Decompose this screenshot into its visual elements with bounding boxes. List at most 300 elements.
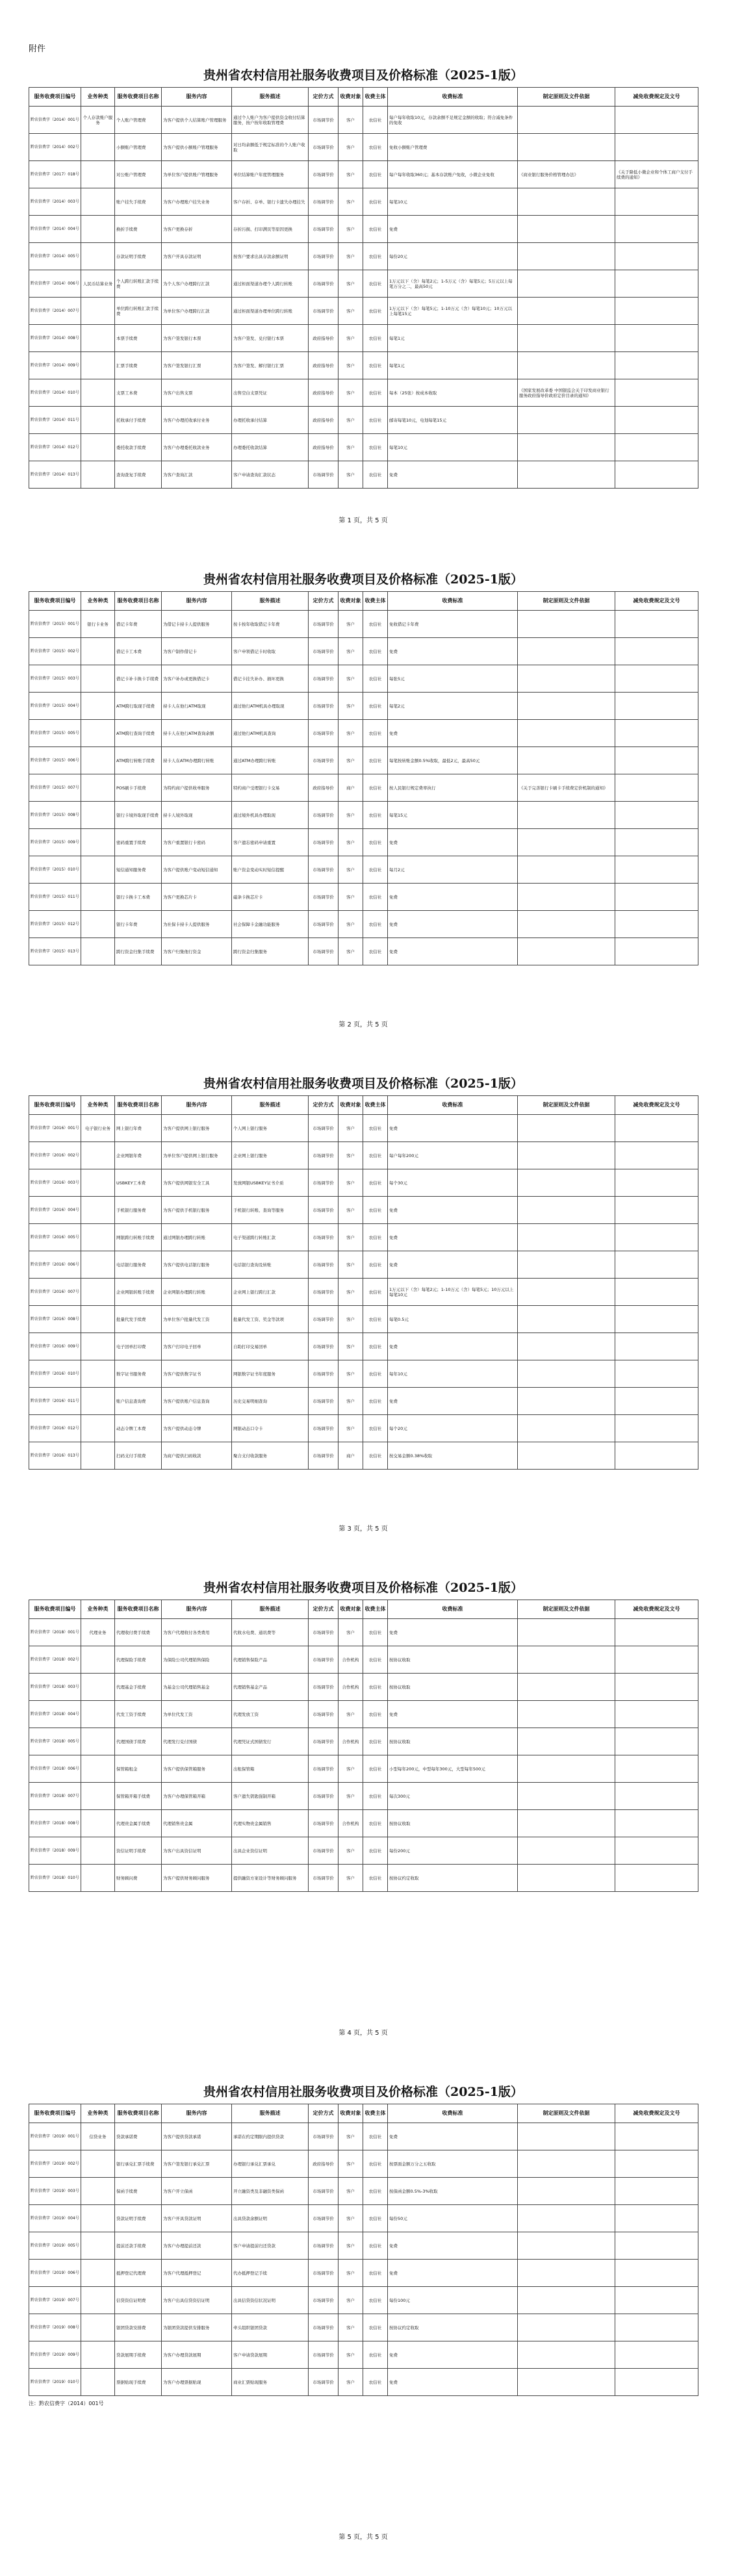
cell-desc: 磁条卡换芯片卡 bbox=[232, 884, 309, 911]
cell-desc: 通过个人账户为客户提供资金收付结算服务，按户按年收取管理费 bbox=[232, 107, 309, 134]
cell-content: 为客户出售支票 bbox=[162, 379, 232, 407]
cell-standard: 按人民银行规定费率执行 bbox=[388, 774, 518, 802]
cell-name: 密码重置手续费 bbox=[115, 829, 162, 856]
cell-code: 黔农信费字（2016）012号 bbox=[29, 1415, 81, 1442]
cell-pricing: 市场调节价 bbox=[309, 1783, 339, 1810]
cell-subject: 农信社 bbox=[363, 2178, 388, 2205]
cell-relief bbox=[615, 1810, 698, 1837]
cell-basis bbox=[518, 188, 615, 216]
column-header: 收费主体 bbox=[363, 2104, 388, 2123]
cell-name: 代理收付费手续费 bbox=[115, 1619, 162, 1646]
cell-relief bbox=[615, 829, 698, 856]
cell-name: POS刷卡手续费 bbox=[115, 774, 162, 802]
cell-basis bbox=[518, 638, 615, 665]
cell-subject: 农信社 bbox=[363, 1142, 388, 1169]
cell-relief bbox=[615, 1388, 698, 1415]
cell-relief bbox=[615, 1783, 698, 1810]
column-header: 减免收费规定及文号 bbox=[615, 1600, 698, 1619]
cell-standard: 每个20元 bbox=[388, 1415, 518, 1442]
cell-name: ATM跨行转账手续费 bbox=[115, 747, 162, 774]
cell-pricing: 市场调节价 bbox=[309, 216, 339, 243]
cell-pricing: 市场调节价 bbox=[309, 2369, 339, 2396]
cell-standard: 1万元以下（含）每笔2元；1-10万元（含）每笔5元；10万元以上每笔10元 bbox=[388, 1279, 518, 1306]
column-header: 服务收费项目编号 bbox=[29, 1096, 81, 1115]
cell-desc: 特约商户受理银行卡交易 bbox=[232, 774, 309, 802]
cell-subject: 农信社 bbox=[363, 693, 388, 720]
table-row bbox=[29, 1701, 698, 1728]
cell-basis bbox=[518, 1333, 615, 1360]
cell-content: 为客户办理保管箱开箱 bbox=[162, 1783, 232, 1810]
cell-subject: 农信社 bbox=[363, 638, 388, 665]
table-row bbox=[29, 298, 698, 325]
table-row bbox=[29, 938, 698, 965]
cell-pricing: 市场调节价 bbox=[309, 1865, 339, 1892]
cell-desc: 出售空白支票凭证 bbox=[232, 379, 309, 407]
cell-subject: 农信社 bbox=[363, 774, 388, 802]
cell-pricing: 市场调节价 bbox=[309, 829, 339, 856]
cell-content: 为客户开立保函 bbox=[162, 2178, 232, 2205]
cell-content: 为客户签发银行汇票 bbox=[162, 352, 232, 379]
cell-basis bbox=[518, 270, 615, 298]
table-row bbox=[29, 2150, 698, 2178]
cell-object: 客户 bbox=[339, 665, 363, 693]
cell-standard: 每笔2元 bbox=[388, 693, 518, 720]
cell-name: 动态令牌工本费 bbox=[115, 1415, 162, 1442]
table-row bbox=[29, 161, 698, 188]
cell-relief bbox=[615, 2178, 698, 2205]
cell-code: 黔农信费字（2018）005号 bbox=[29, 1728, 81, 1755]
cell-name: 单位跨行转账汇款手续费 bbox=[115, 298, 162, 325]
cell-object: 客户 bbox=[339, 1865, 363, 1892]
cell-code: 黔农信费字（2019）001号 bbox=[29, 2123, 81, 2150]
cell-cat: 银行卡业务 bbox=[81, 611, 115, 638]
cell-relief bbox=[615, 884, 698, 911]
cell-relief bbox=[615, 107, 698, 134]
cell-subject: 农信社 bbox=[363, 884, 388, 911]
cell-name: 贷款承诺费 bbox=[115, 2123, 162, 2150]
cell-content: 代理发行兑付国债 bbox=[162, 1728, 232, 1755]
cell-name: 贷款展期手续费 bbox=[115, 2341, 162, 2369]
column-header: 定价方式 bbox=[309, 1600, 339, 1619]
table-row bbox=[29, 407, 698, 434]
cell-content: 为客户签发银行本票 bbox=[162, 325, 232, 352]
cell-object: 客户 bbox=[339, 1837, 363, 1865]
cell-name: 扫码支付手续费 bbox=[115, 1442, 162, 1470]
cell-desc: 代收水电费、通讯费等 bbox=[232, 1619, 309, 1646]
cell-code: 黔农信费字（2018）003号 bbox=[29, 1674, 81, 1701]
cell-name: 电话银行服务费 bbox=[115, 1251, 162, 1279]
column-header: 定价方式 bbox=[309, 2104, 339, 2123]
cell-relief bbox=[615, 638, 698, 665]
cell-basis bbox=[518, 1674, 615, 1701]
cell-cat bbox=[81, 1701, 115, 1728]
table-row bbox=[29, 2205, 698, 2232]
cell-content: 为客户办理托收承付业务 bbox=[162, 407, 232, 434]
column-header: 减免收费规定及文号 bbox=[615, 88, 698, 107]
cell-name: 票据贴现手续费 bbox=[115, 2369, 162, 2396]
cell-pricing: 市场调节价 bbox=[309, 1306, 339, 1333]
cell-code: 黔农信费字（2016）002号 bbox=[29, 1142, 81, 1169]
cell-relief bbox=[615, 298, 698, 325]
table-row bbox=[29, 243, 698, 270]
cell-object: 客户 bbox=[339, 2232, 363, 2260]
cell-code: 黔农信费字（2014）013号 bbox=[29, 461, 81, 489]
cell-desc: 代理销售保险产品 bbox=[232, 1646, 309, 1674]
cell-content: 为客户提供保管箱服务 bbox=[162, 1755, 232, 1783]
cell-cat bbox=[81, 1442, 115, 1470]
cell-content: 为个人客户办理跨行汇款 bbox=[162, 270, 232, 298]
cell-code: 黔农信费字（2016）008号 bbox=[29, 1306, 81, 1333]
table-row bbox=[29, 2287, 698, 2314]
cell-object: 客户 bbox=[339, 2341, 363, 2369]
cell-pricing: 市场调节价 bbox=[309, 298, 339, 325]
cell-code: 黔农信费字（2015）011号 bbox=[29, 884, 81, 911]
column-header: 制定原则及文件依据 bbox=[518, 88, 615, 107]
cell-basis bbox=[518, 1115, 615, 1142]
cell-relief bbox=[615, 1619, 698, 1646]
cell-content: 为客户提供贷款承诺 bbox=[162, 2123, 232, 2150]
cell-object: 客户 bbox=[339, 107, 363, 134]
cell-subject: 农信社 bbox=[363, 665, 388, 693]
page-4 bbox=[29, 1580, 698, 2035]
cell-object: 客户 bbox=[339, 325, 363, 352]
cell-pricing: 市场调节价 bbox=[309, 1810, 339, 1837]
table-row bbox=[29, 829, 698, 856]
column-header: 收费对象 bbox=[339, 2104, 363, 2123]
cell-content: 为客户提供个人结算账户管理服务 bbox=[162, 107, 232, 134]
cell-pricing: 市场调节价 bbox=[309, 693, 339, 720]
cell-content: 为保险公司代理销售保险 bbox=[162, 1646, 232, 1674]
cell-standard: 每张5元 bbox=[388, 665, 518, 693]
cell-desc: 出具贷款余额证明 bbox=[232, 2205, 309, 2232]
cell-name: 企业网银转账手续费 bbox=[115, 1279, 162, 1306]
cell-name: 财务顾问费 bbox=[115, 1865, 162, 1892]
cell-name: 存款证明手续费 bbox=[115, 243, 162, 270]
column-header: 减免收费规定及文号 bbox=[615, 592, 698, 611]
cell-content: 为客户提供财务顾问服务 bbox=[162, 1865, 232, 1892]
cell-subject: 农信社 bbox=[363, 938, 388, 965]
cell-name: 托收承付手续费 bbox=[115, 407, 162, 434]
cell-content: 为银团贷款提供安排服务 bbox=[162, 2314, 232, 2341]
cell-subject: 农信社 bbox=[363, 434, 388, 461]
cell-cat bbox=[81, 1415, 115, 1442]
column-header: 服务收费项目名称 bbox=[115, 592, 162, 611]
cell-desc: 电话银行查询及转账 bbox=[232, 1251, 309, 1279]
cell-standard: 免费 bbox=[388, 461, 518, 489]
cell-code: 黔农信费字（2015）012号 bbox=[29, 911, 81, 938]
cell-name: 借记卡工本费 bbox=[115, 638, 162, 665]
cell-standard: 每笔10元 bbox=[388, 188, 518, 216]
cell-desc: 牵头组织银团贷款 bbox=[232, 2314, 309, 2341]
cell-content: 为客户提供网银安全工具 bbox=[162, 1169, 232, 1197]
cell-name: 小额账户管理费 bbox=[115, 134, 162, 161]
column-header: 收费标准 bbox=[388, 1600, 518, 1619]
cell-name: 代理保险手续费 bbox=[115, 1646, 162, 1674]
cell-content: 为单位客户批量代发工资 bbox=[162, 1306, 232, 1333]
table-row bbox=[29, 1646, 698, 1674]
cell-object: 商户 bbox=[339, 1442, 363, 1470]
cell-standard: 每本（25张）按成本收取 bbox=[388, 379, 518, 407]
cell-basis bbox=[518, 1442, 615, 1470]
cell-name: 批量代发手续费 bbox=[115, 1306, 162, 1333]
cell-content: 为客户更换存折 bbox=[162, 216, 232, 243]
cell-standard: 免费 bbox=[388, 911, 518, 938]
cell-cat bbox=[81, 1360, 115, 1388]
column-header: 业务种类 bbox=[81, 1096, 115, 1115]
table-row bbox=[29, 1415, 698, 1442]
cell-cat bbox=[81, 2178, 115, 2205]
cell-cat bbox=[81, 188, 115, 216]
cell-relief bbox=[615, 693, 698, 720]
cell-relief bbox=[615, 461, 698, 489]
cell-object: 客户 bbox=[339, 1224, 363, 1251]
cell-object: 客户 bbox=[339, 2205, 363, 2232]
table-row bbox=[29, 1674, 698, 1701]
cell-name: 账户挂失手续费 bbox=[115, 188, 162, 216]
cell-content: 为客户办理账户挂失业务 bbox=[162, 188, 232, 216]
cell-name: 手机银行服务费 bbox=[115, 1197, 162, 1224]
cell-pricing: 市场调节价 bbox=[309, 911, 339, 938]
cell-relief bbox=[615, 2287, 698, 2314]
cell-standard: 每份50元 bbox=[388, 2205, 518, 2232]
cell-desc: 代办抵押登记手续 bbox=[232, 2260, 309, 2287]
cell-standard: 按保函金额0.5%-3%收取 bbox=[388, 2178, 518, 2205]
table-row bbox=[29, 1224, 698, 1251]
cell-standard: 免收小额账户管理费 bbox=[388, 134, 518, 161]
cell-subject: 农信社 bbox=[363, 379, 388, 407]
cell-object: 客户 bbox=[339, 1306, 363, 1333]
cell-pricing: 市场调节价 bbox=[309, 1360, 339, 1388]
cell-object: 客户 bbox=[339, 2369, 363, 2396]
cell-desc: 通过他行ATM机具查询 bbox=[232, 720, 309, 747]
cell-cat bbox=[81, 2314, 115, 2341]
cell-pricing: 市场调节价 bbox=[309, 1197, 339, 1224]
cell-desc: 代理发放工资 bbox=[232, 1701, 309, 1728]
cell-cat bbox=[81, 461, 115, 489]
cell-code: 黔农信费字（2014）009号 bbox=[29, 352, 81, 379]
cell-pricing: 市场调节价 bbox=[309, 2232, 339, 2260]
column-header: 服务内容 bbox=[162, 592, 232, 611]
column-header: 服务描述 bbox=[232, 1600, 309, 1619]
cell-pricing: 政府指导价 bbox=[309, 379, 339, 407]
column-header: 服务收费项目编号 bbox=[29, 88, 81, 107]
cell-object: 客户 bbox=[339, 1755, 363, 1783]
cell-cat bbox=[81, 134, 115, 161]
table-row bbox=[29, 1142, 698, 1169]
table-row bbox=[29, 2369, 698, 2396]
cell-desc: 单位结算账户年度管理服务 bbox=[232, 161, 309, 188]
cell-standard: 按票面金额万分之五收取 bbox=[388, 2150, 518, 2178]
table-row bbox=[29, 1197, 698, 1224]
cell-content: 持卡人在他行ATM取现 bbox=[162, 693, 232, 720]
cell-basis bbox=[518, 1810, 615, 1837]
cell-relief bbox=[615, 188, 698, 216]
column-header: 业务种类 bbox=[81, 1600, 115, 1619]
cell-cat bbox=[81, 638, 115, 665]
cell-standard: 免费 bbox=[388, 2260, 518, 2287]
page-footer: 第 3 页，共 5 页 bbox=[339, 1525, 388, 1533]
cell-subject: 农信社 bbox=[363, 802, 388, 829]
cell-object: 客户 bbox=[339, 1251, 363, 1279]
cell-pricing: 市场调节价 bbox=[309, 1388, 339, 1415]
cell-subject: 农信社 bbox=[363, 2205, 388, 2232]
cell-cat: 电子银行业务 bbox=[81, 1115, 115, 1142]
cell-cat bbox=[81, 1306, 115, 1333]
cell-subject: 农信社 bbox=[363, 1169, 388, 1197]
cell-cat bbox=[81, 1224, 115, 1251]
cell-relief bbox=[615, 379, 698, 407]
cell-content: 为客户更换芯片卡 bbox=[162, 884, 232, 911]
cell-desc: 办理委托收款结算 bbox=[232, 434, 309, 461]
table-row bbox=[29, 1306, 698, 1333]
cell-object: 客户 bbox=[339, 2178, 363, 2205]
cell-cat bbox=[81, 1783, 115, 1810]
cell-cat bbox=[81, 325, 115, 352]
cell-relief bbox=[615, 1197, 698, 1224]
cell-content: 为单位客户办理跨行汇款 bbox=[162, 298, 232, 325]
cell-subject: 农信社 bbox=[363, 1674, 388, 1701]
page-1 bbox=[29, 68, 698, 522]
cell-relief bbox=[615, 243, 698, 270]
table-row bbox=[29, 1837, 698, 1865]
cell-basis: 《国家发展改革委 中国银监会关于印发商业银行服务政府指导价政府定价目录的通知》 bbox=[518, 379, 615, 407]
cell-relief bbox=[615, 1142, 698, 1169]
cell-basis bbox=[518, 884, 615, 911]
cell-standard: 每户每年收取10元，存款余额不足规定金额的收取；符合减免条件的免收 bbox=[388, 107, 518, 134]
table-row bbox=[29, 2260, 698, 2287]
cell-pricing: 政府指导价 bbox=[309, 774, 339, 802]
cell-standard: 1万元以下（含）每笔2元；1-5万元（含）每笔5元；5万元以上每笔万分之二，最高50元 bbox=[388, 270, 518, 298]
table-row bbox=[29, 1442, 698, 1470]
page-footer: 第 5 页，共 5 页 bbox=[339, 2534, 388, 2541]
cell-standard: 每个30元 bbox=[388, 1169, 518, 1197]
cell-content: 为客户查询汇款 bbox=[162, 461, 232, 489]
cell-desc: 办理银行承兑汇票承兑 bbox=[232, 2150, 309, 2178]
cell-name: 抵押登记代理费 bbox=[115, 2260, 162, 2287]
cell-code: 黔农信费字（2014）012号 bbox=[29, 434, 81, 461]
cell-desc: 承诺在约定期限内提供贷款 bbox=[232, 2123, 309, 2150]
cell-object: 客户 bbox=[339, 911, 363, 938]
cell-desc: 为客户签发、兑付银行本票 bbox=[232, 325, 309, 352]
cell-pricing: 政府指导价 bbox=[309, 325, 339, 352]
cell-cat bbox=[81, 1646, 115, 1674]
cell-relief bbox=[615, 1442, 698, 1470]
cell-desc: 通过ATM办理跨行转账 bbox=[232, 747, 309, 774]
cell-basis bbox=[518, 1728, 615, 1755]
cell-basis bbox=[518, 1360, 615, 1388]
cell-subject: 农信社 bbox=[363, 407, 388, 434]
cell-content: 为客户出具资信证明 bbox=[162, 1837, 232, 1865]
cell-name: 代发工资手续费 bbox=[115, 1701, 162, 1728]
cell-code: 黔农信费字（2018）009号 bbox=[29, 1837, 81, 1865]
cell-desc: 网银数字证书年度服务 bbox=[232, 1360, 309, 1388]
cell-relief bbox=[615, 1279, 698, 1306]
cell-cat bbox=[81, 1333, 115, 1360]
cell-standard: 每份200元 bbox=[388, 1837, 518, 1865]
cell-relief bbox=[615, 774, 698, 802]
cell-cat bbox=[81, 1865, 115, 1892]
cell-code: 黔农信费字（2019）008号 bbox=[29, 2314, 81, 2341]
cell-desc: 个人网上银行服务 bbox=[232, 1115, 309, 1142]
cell-code: 黔农信费字（2016）006号 bbox=[29, 1251, 81, 1279]
cell-code: 黔农信费字（2015）010号 bbox=[29, 856, 81, 884]
cell-name: 个人跨行转账汇款手续费 bbox=[115, 270, 162, 298]
cell-relief bbox=[615, 407, 698, 434]
cell-pricing: 政府指导价 bbox=[309, 434, 339, 461]
cell-desc: 存折污损、打印满页等原因更换 bbox=[232, 216, 309, 243]
cell-subject: 农信社 bbox=[363, 2232, 388, 2260]
cell-object: 客户 bbox=[339, 161, 363, 188]
cell-desc: 代理凭证式国债发行 bbox=[232, 1728, 309, 1755]
cell-standard: 每份100元 bbox=[388, 2287, 518, 2314]
cell-name: 换折手续费 bbox=[115, 216, 162, 243]
page-5 bbox=[29, 2084, 698, 2539]
cell-cat bbox=[81, 216, 115, 243]
cell-relief: 《关于降低小微企业和个体工商户支付手续费的通知》 bbox=[615, 161, 698, 188]
cell-relief bbox=[615, 2123, 698, 2150]
cell-cat: 个人存款账户服务 bbox=[81, 107, 115, 134]
table-row bbox=[29, 665, 698, 693]
cell-pricing: 市场调节价 bbox=[309, 270, 339, 298]
page-title: 贵州省农村信用社服务收费项目及价格标准（2025-1版） bbox=[203, 572, 523, 587]
column-header: 收费主体 bbox=[363, 88, 388, 107]
cell-standard: 免费 bbox=[388, 2369, 518, 2396]
table-row bbox=[29, 2232, 698, 2260]
table-row bbox=[29, 611, 698, 638]
cell-desc: 账户资金变动实时短信提醒 bbox=[232, 856, 309, 884]
table-row bbox=[29, 1865, 698, 1892]
cell-cat bbox=[81, 2232, 115, 2260]
cell-object: 合作机构 bbox=[339, 1728, 363, 1755]
table-row bbox=[29, 1810, 698, 1837]
cell-subject: 农信社 bbox=[363, 2150, 388, 2178]
cell-cat bbox=[81, 774, 115, 802]
cell-name: 贷款证明手续费 bbox=[115, 2205, 162, 2232]
cell-subject: 农信社 bbox=[363, 461, 388, 489]
cell-basis bbox=[518, 1142, 615, 1169]
cell-basis bbox=[518, 1251, 615, 1279]
cell-pricing: 市场调节价 bbox=[309, 1755, 339, 1783]
cell-basis bbox=[518, 2260, 615, 2287]
cell-cat bbox=[81, 856, 115, 884]
cell-standard: 免费 bbox=[388, 720, 518, 747]
cell-basis bbox=[518, 911, 615, 938]
cell-cat bbox=[81, 1388, 115, 1415]
cell-basis bbox=[518, 2123, 615, 2150]
table-row bbox=[29, 1755, 698, 1783]
cell-object: 客户 bbox=[339, 638, 363, 665]
cell-cat bbox=[81, 379, 115, 407]
cell-subject: 农信社 bbox=[363, 1306, 388, 1333]
cell-desc: 电子渠道跨行转账汇款 bbox=[232, 1224, 309, 1251]
cell-desc: 对日均余额低于规定标准的个人账户收取 bbox=[232, 134, 309, 161]
cell-desc: 商业汇票贴现服务 bbox=[232, 2369, 309, 2396]
cell-desc: 按卡按年收取借记卡年费 bbox=[232, 611, 309, 638]
cell-cat bbox=[81, 911, 115, 938]
cell-pricing: 市场调节价 bbox=[309, 638, 339, 665]
cell-relief bbox=[615, 1837, 698, 1865]
cell-standard: 每户每年收取360元；基本存款账户免收，小微企业免收 bbox=[388, 161, 518, 188]
cell-relief bbox=[615, 1646, 698, 1674]
cell-subject: 农信社 bbox=[363, 1619, 388, 1646]
cell-relief bbox=[615, 1360, 698, 1388]
cell-desc: 出具信贷资信状况证明 bbox=[232, 2287, 309, 2314]
cell-desc: 发放网银USBKEY证书介质 bbox=[232, 1169, 309, 1197]
cell-object: 客户 bbox=[339, 188, 363, 216]
cell-desc: 自助打印交易回单 bbox=[232, 1333, 309, 1360]
cell-basis bbox=[518, 829, 615, 856]
cell-pricing: 市场调节价 bbox=[309, 2205, 339, 2232]
